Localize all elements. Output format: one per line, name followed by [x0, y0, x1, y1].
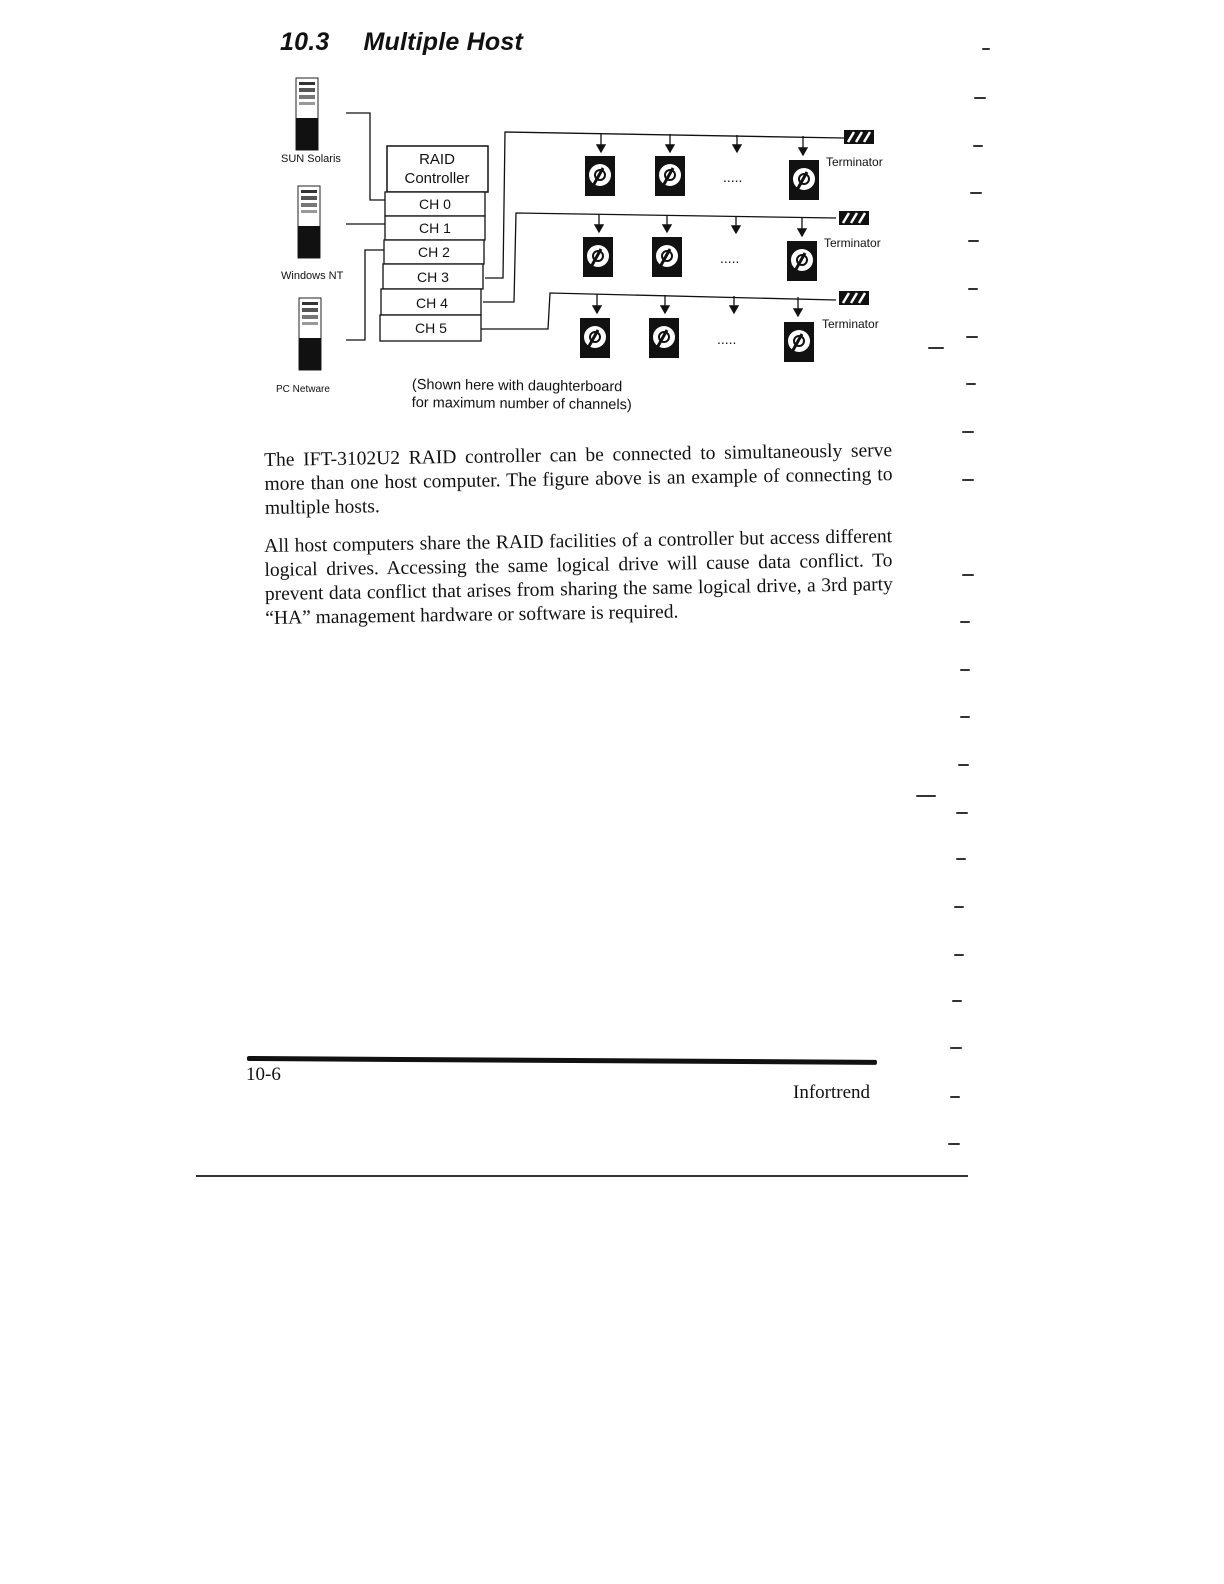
body-paragraph-2: All host computers share the RAID facilities of a controller but access different logical drives. Accessing the same logical drive will cause data conflict. To prevent data conflict that arises from sharing the same logical drive, a 3rd party “HA” management hardware or software is required. — [264, 526, 894, 629]
hard-disk-icon — [655, 156, 685, 196]
channel-ch4: CH 4 — [416, 295, 448, 311]
terminator-icon — [839, 291, 869, 305]
channel-ch0: CH 0 — [419, 196, 451, 212]
terminator-label: Terminator — [824, 236, 881, 250]
hard-disk-icon — [784, 322, 814, 362]
section-title: Multiple Host — [363, 28, 524, 56]
controller-title: RAID — [419, 151, 455, 168]
caption-line-1: (Shown here with daughterboard — [411, 376, 623, 396]
multiple-host-diagram — [0, 0, 1224, 440]
hard-disk-icon — [787, 241, 817, 281]
host-label: SUN Solaris — [281, 153, 341, 165]
channel-ch1: CH 1 — [419, 220, 451, 236]
disk-row-ch4 — [583, 211, 881, 281]
footer-rule — [247, 1056, 877, 1065]
terminator-label: Terminator — [822, 317, 879, 331]
hard-disk-icon — [583, 237, 613, 277]
disk-row-ch5 — [580, 291, 879, 362]
hard-disk-icon — [652, 237, 682, 277]
raid-controller — [380, 146, 488, 341]
section-number: 10.3 — [280, 28, 330, 56]
page-number: 10-6 — [246, 1064, 281, 1085]
ellipsis: ..... — [720, 250, 740, 266]
footer-brand: Infortrend — [793, 1082, 871, 1103]
host-label: Windows NT — [281, 270, 344, 282]
controller-subtitle: Controller — [404, 170, 470, 187]
hard-disk-icon — [789, 160, 819, 200]
computer-tower-icon — [296, 78, 318, 150]
body-paragraph-1: The IFT-3102U2 RAID controller can be connected to simultaneously serve more than one host computer. The figure above is an example of connecting to multiple hosts. — [264, 440, 893, 519]
terminator-icon — [844, 130, 874, 144]
computer-tower-icon — [298, 186, 320, 258]
channel-ch5: CH 5 — [415, 320, 447, 336]
diagram-caption — [412, 376, 632, 414]
ellipsis: ..... — [717, 331, 737, 347]
host-label: PC Netware — [276, 384, 330, 395]
host-pc-netware — [276, 298, 330, 395]
host-windows-nt — [281, 186, 344, 282]
page-edge-rule — [196, 1175, 968, 1177]
host-sun-solaris — [281, 78, 341, 165]
channel-ch2: CH 2 — [418, 244, 450, 260]
disk-row-ch3 — [585, 130, 883, 200]
computer-tower-icon — [299, 298, 321, 370]
terminator-label: Terminator — [826, 155, 883, 169]
channel-ch3: CH 3 — [417, 269, 449, 285]
terminator-icon — [839, 211, 869, 225]
ellipsis: ..... — [723, 169, 743, 185]
caption-line-2: for maximum number of channels) — [411, 394, 632, 414]
hard-disk-icon — [580, 318, 610, 358]
hard-disk-icon — [649, 318, 679, 358]
hard-disk-icon — [585, 156, 615, 196]
